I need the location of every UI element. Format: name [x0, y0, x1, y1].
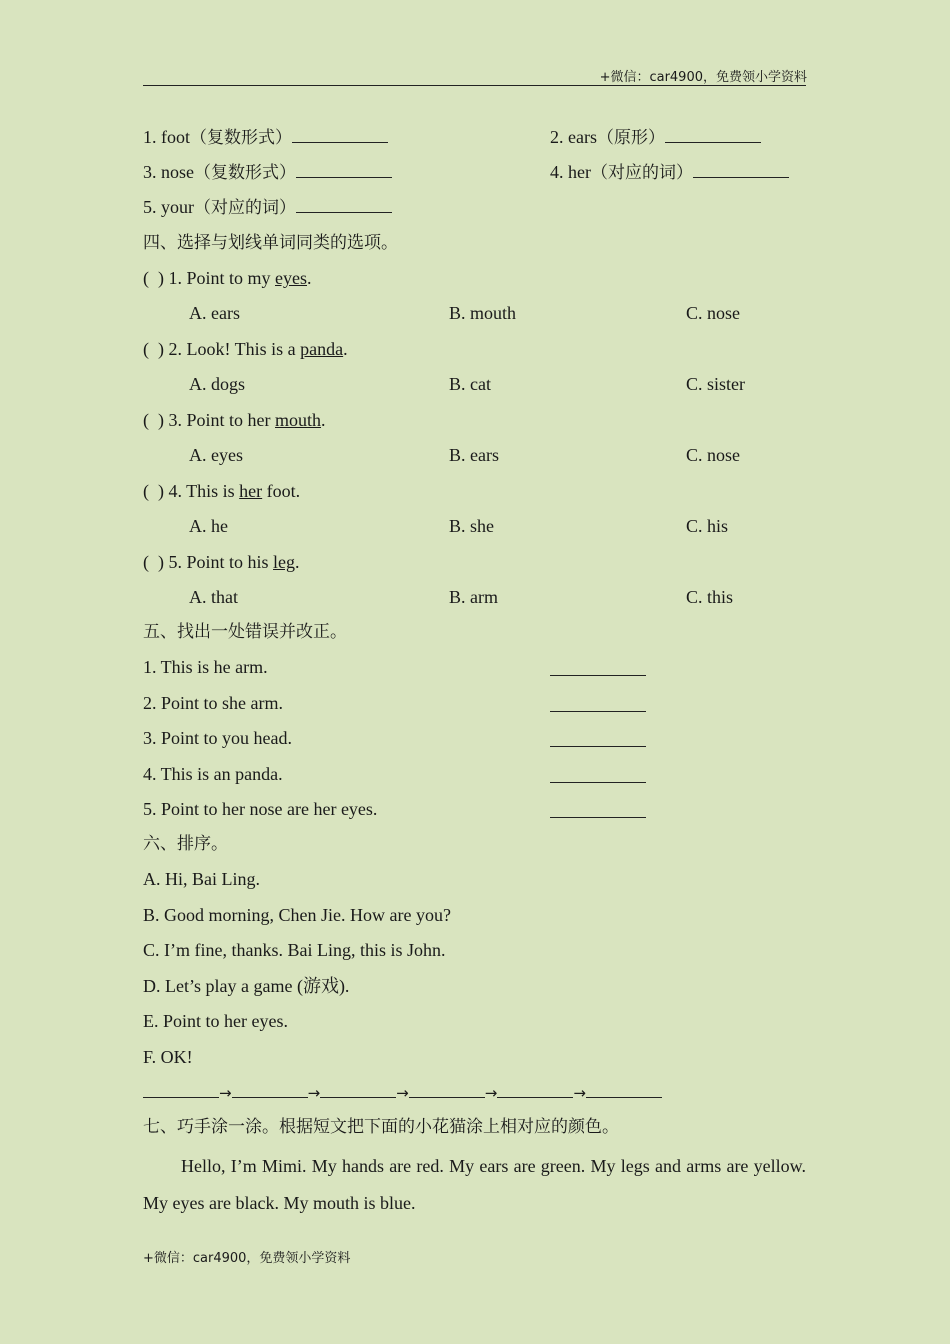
dialogue-d: D. Let’s play a game (游戏).	[143, 976, 350, 996]
right-arrow-icon: →	[573, 1084, 586, 1102]
option-b[interactable]: B. arm	[449, 587, 498, 607]
option-a[interactable]: A. ears	[189, 303, 240, 323]
coloring-paragraph: Hello, I’m Mimi. My hands are red. My ears are green. My legs and arms are yellow. My eyes are black. My mouth is blue.	[143, 1156, 806, 1213]
dialogue-c: C. I’m fine, thanks. Bai Ling, this is John.	[143, 940, 446, 960]
dialogue-a: A. Hi, Bai Ling.	[143, 869, 260, 889]
dialogue-b: B. Good morning, Chen Jie. How are you?	[143, 905, 451, 925]
error-sentence-2: 2. Point to she arm.	[143, 693, 283, 713]
option-a[interactable]: A. that	[189, 587, 238, 607]
section7-title: 七、巧手涂一涂。根据短文把下面的小花猫涂上相对应的颜色。	[143, 1117, 619, 1137]
order-blank-6[interactable]	[586, 1081, 662, 1098]
order-blank-5[interactable]	[497, 1081, 573, 1098]
error-sentence-1: 1. This is he arm.	[143, 657, 268, 677]
error-sentence-4: 4. This is an panda.	[143, 764, 283, 784]
dialogue-f: F. OK!	[143, 1047, 193, 1067]
correction-blank-4[interactable]	[550, 766, 646, 783]
option-a[interactable]: A. he	[189, 516, 228, 536]
word-item-5: 5. your（对应的词）	[143, 196, 392, 219]
right-arrow-icon: →	[219, 1084, 232, 1102]
section6-title: 六、排序。	[143, 834, 228, 854]
right-arrow-icon: →	[396, 1084, 409, 1102]
right-arrow-icon: →	[307, 1084, 321, 1102]
word-item-3: 3. nose（复数形式）	[143, 161, 392, 184]
footer-wechat-note: +微信：car4900，免费领小学资料	[143, 1251, 351, 1266]
header-wechat-note: +微信：car4900，免费领小学资料	[599, 70, 807, 85]
error-sentence-3: 3. Point to you head.	[143, 728, 292, 748]
order-blanks	[143, 1081, 662, 1104]
word-item-2: 2. ears（原形）	[550, 126, 761, 149]
question-4-4: ( ) 4. This is her foot.	[143, 481, 301, 501]
correction-blank-1[interactable]	[550, 659, 646, 676]
option-c[interactable]: C. this	[686, 587, 734, 607]
order-blank-4[interactable]	[409, 1081, 485, 1098]
word-item-1: 1. foot（复数形式）	[143, 126, 388, 149]
section4-title: 四、选择与划线单词同类的选项。	[143, 233, 398, 253]
option-b[interactable]: B. cat	[449, 374, 491, 394]
option-c[interactable]: C. his	[686, 516, 729, 536]
error-sentence-5: 5. Point to her nose are her eyes.	[143, 799, 378, 819]
option-c[interactable]: C. nose	[686, 445, 740, 465]
order-blank-3[interactable]	[320, 1081, 396, 1098]
option-a[interactable]: A. dogs	[189, 374, 246, 394]
option-b[interactable]: B. she	[449, 516, 494, 536]
order-blank-1[interactable]	[143, 1081, 219, 1098]
answer-blank[interactable]	[296, 196, 392, 213]
option-c[interactable]: C. nose	[686, 303, 740, 323]
option-b[interactable]: B. ears	[449, 445, 499, 465]
question-4-2: ( ) 2. Look! This is a panda.	[143, 339, 348, 359]
section5-title: 五、找出一处错误并改正。	[143, 622, 347, 642]
answer-blank[interactable]	[296, 161, 392, 178]
answer-blank[interactable]	[665, 126, 761, 143]
option-a[interactable]: A. eyes	[189, 445, 243, 465]
word-item-4: 4. her（对应的词）	[550, 161, 789, 184]
option-b[interactable]: B. mouth	[449, 303, 517, 323]
answer-blank[interactable]	[292, 126, 388, 143]
option-c[interactable]: C. sister	[686, 374, 746, 394]
question-4-3: ( ) 3. Point to her mouth.	[143, 410, 326, 430]
dialogue-e: E. Point to her eyes.	[143, 1011, 288, 1031]
question-4-1: ( ) 1. Point to my eyes.	[143, 268, 312, 288]
header-rule	[143, 85, 806, 86]
correction-blank-2[interactable]	[550, 695, 646, 712]
question-4-5: ( ) 5. Point to his leg.	[143, 552, 300, 572]
correction-blank-5[interactable]	[550, 801, 646, 818]
right-arrow-icon: →	[484, 1084, 498, 1102]
answer-blank[interactable]	[693, 161, 789, 178]
order-blank-2[interactable]	[232, 1081, 308, 1098]
correction-blank-3[interactable]	[550, 730, 646, 747]
